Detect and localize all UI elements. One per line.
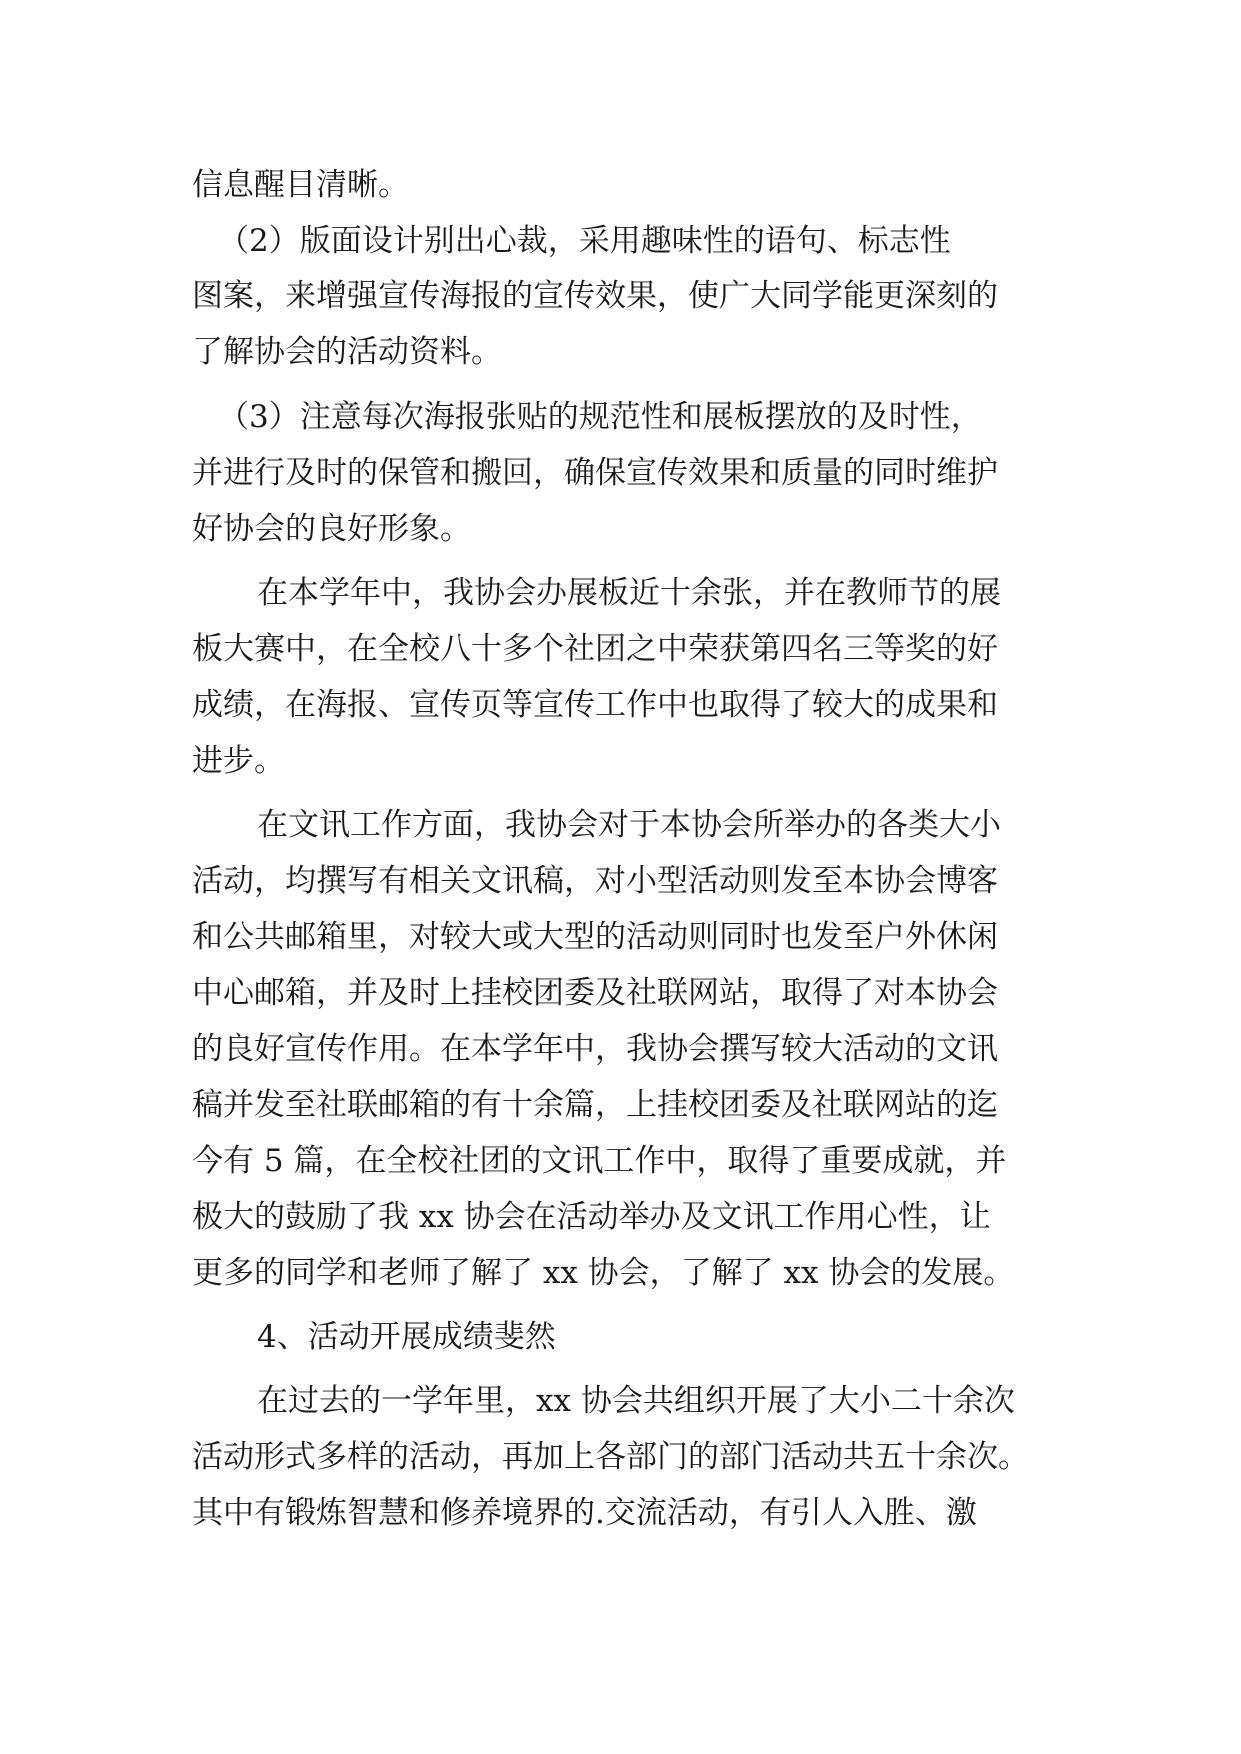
text-line: 了解协会的活动资料。 <box>192 334 502 370</box>
text-line: 进步。 <box>192 743 285 779</box>
text-line: 信息醒目清晰。 <box>192 167 409 203</box>
text-line: 在文讯工作方面，我协会对于本协会所举办的各类大小 <box>257 807 1001 843</box>
text-line: 好协会的良好形象。 <box>192 511 471 547</box>
text-line: 在本学年中，我协会办展板近十余张，并在教师节的展 <box>257 575 1001 611</box>
text-line: 今有 5 篇，在全校社团的文讯工作中，取得了重要成就，并 <box>192 1143 1007 1179</box>
text-line: （3）注意每次海报张贴的规范性和展板摆放的及时性， <box>218 399 982 435</box>
text-line: （2）版面设计别出心裁，采用趣味性的语句、标志性 <box>218 223 951 259</box>
text-line: 极大的鼓励了我 xx 协会在活动举办及文讯工作用心性，让 <box>192 1199 991 1235</box>
text-line: 的良好宣传作用。在本学年中，我协会撰写较大活动的文讯 <box>192 1031 998 1067</box>
text-line: 中心邮箱，并及时上挂校团委及社联网站，取得了对本协会 <box>192 975 998 1011</box>
text-line: 和公共邮箱里，对较大或大型的活动则同时也发至户外休闲 <box>192 919 998 955</box>
text-line: 活动形式多样的活动，再加上各部门的部门活动共五十余次。 <box>192 1439 1029 1475</box>
text-line: 并进行及时的保管和搬回，确保宣传效果和质量的同时维护 <box>192 455 998 491</box>
text-line: 在过去的一学年里，xx 协会共组织开展了大小二十余次 <box>257 1383 1015 1419</box>
text-line: 活动，均撰写有相关文讯稿，对小型活动则发至本协会博客 <box>192 863 998 899</box>
text-line: 板大赛中，在全校八十多个社团之中荣获第四名三等奖的好 <box>192 631 998 667</box>
text-line: 图案，来增强宣传海报的宣传效果，使广大同学能更深刻的 <box>192 278 998 314</box>
section-heading: 4、活动开展成绩斐然 <box>257 1319 556 1355</box>
text-line: 其中有锻炼智慧和修养境界的.交流活动，有引人入胜、激 <box>192 1495 977 1531</box>
text-line: 更多的同学和老师了解了 xx 协会，了解了 xx 协会的发展。 <box>192 1255 1015 1291</box>
text-line: 成绩，在海报、宣传页等宣传工作中也取得了较大的成果和 <box>192 687 998 723</box>
text-line: 稿并发至社联邮箱的有十余篇，上挂校团委及社联网站的迄 <box>192 1087 998 1123</box>
